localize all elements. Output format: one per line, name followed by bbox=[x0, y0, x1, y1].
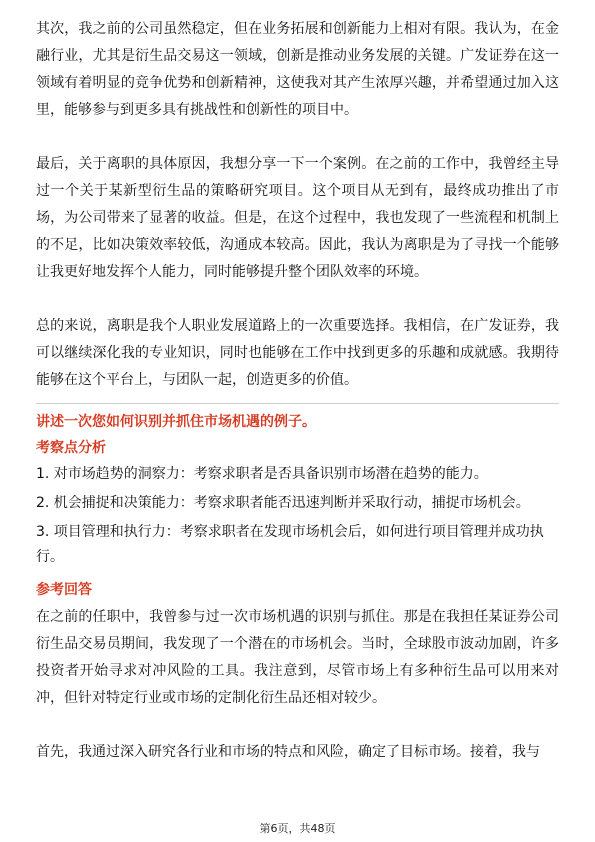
paragraph-gap bbox=[36, 712, 559, 739]
page-footer: 第6页，共48页 bbox=[259, 822, 336, 835]
answer-paragraph: 在之前的任职中，我曾参与过一次市场机遇的识别与抓住。那是在我担任某证券公司衍生品交易员期间，我发现了一个潜在的市场机会。当时，全球股市波动加剧，许多投资者开始寻求对冲风险的工具。我注意到，尽管市场上有多种衍生品可以用来对冲，但针对特定行业或市场的定制化衍生品还相对较少。 bbox=[36, 609, 559, 706]
paragraph-secondly: 其次，我之前的公司虽然稳定，但在业务拓展和创新能力上相对有限。我认为，在金融行业，尤其是衍生品交易这一领域，创新是推动业务发展的关键。广发证券在这一领域有着明显的竞争优势和创新精神，这使我对其产生浓厚兴趣，并希望通过加入这里，能够参与到更多具有挑战性和创新性的项目中。 bbox=[36, 21, 559, 118]
document-page bbox=[36, 16, 559, 766]
paragraph-gap bbox=[36, 124, 559, 151]
analysis-item: 1. 对市场趋势的洞察力：考察求职者是否具备识别市场潜在趋势的能力。 bbox=[36, 466, 488, 482]
question-heading: 讲述一次您如何识别并抓住市场机遇的例子。 bbox=[36, 414, 316, 430]
analysis-item: 3. 项目管理和执行力：考察求职者在发现市场机会后，如何进行项目管理并成功执行。 bbox=[36, 524, 544, 565]
analysis-heading: 考察点分析 bbox=[36, 440, 106, 456]
answer-heading: 参考回答 bbox=[36, 582, 92, 598]
answer-paragraph: 首先，我通过深入研究各行业和市场的特点和风险，确定了目标市场。接着，我与 bbox=[36, 744, 540, 760]
paragraph-summary: 总的来说，离职是我个人职业发展道路上的一次重要选择。我相信，在广发证券，我可以继续深化我的专业知识，同时也能够在工作中找到更多的乐趣和成就感。我期待能够在这个平台上，与团队一起，创造更多的价值。 bbox=[36, 318, 559, 388]
section-divider bbox=[36, 403, 559, 404]
analysis-item: 2. 机会捕捉和决策能力：考察求职者能否迅速判断并采取行动，捕捉市场机会。 bbox=[36, 495, 530, 511]
paragraph-finally: 最后，关于离职的具体原因，我想分享一下一个案例。在之前的工作中，我曾经主导过一个关于某新型衍生品的策略研究项目。这个项目从无到有，最终成功推出了市场，为公司带来了显著的收益。但是，在这个过程中，我也发现了一些流程和机制上的不足，比如决策效率较低，沟通成本较高。因此，我认为离职是为了寻找一个能够让我更好地发挥个人能力，同时能够提升整个团队效率的环境。 bbox=[36, 156, 559, 280]
paragraph-gap bbox=[36, 286, 559, 313]
